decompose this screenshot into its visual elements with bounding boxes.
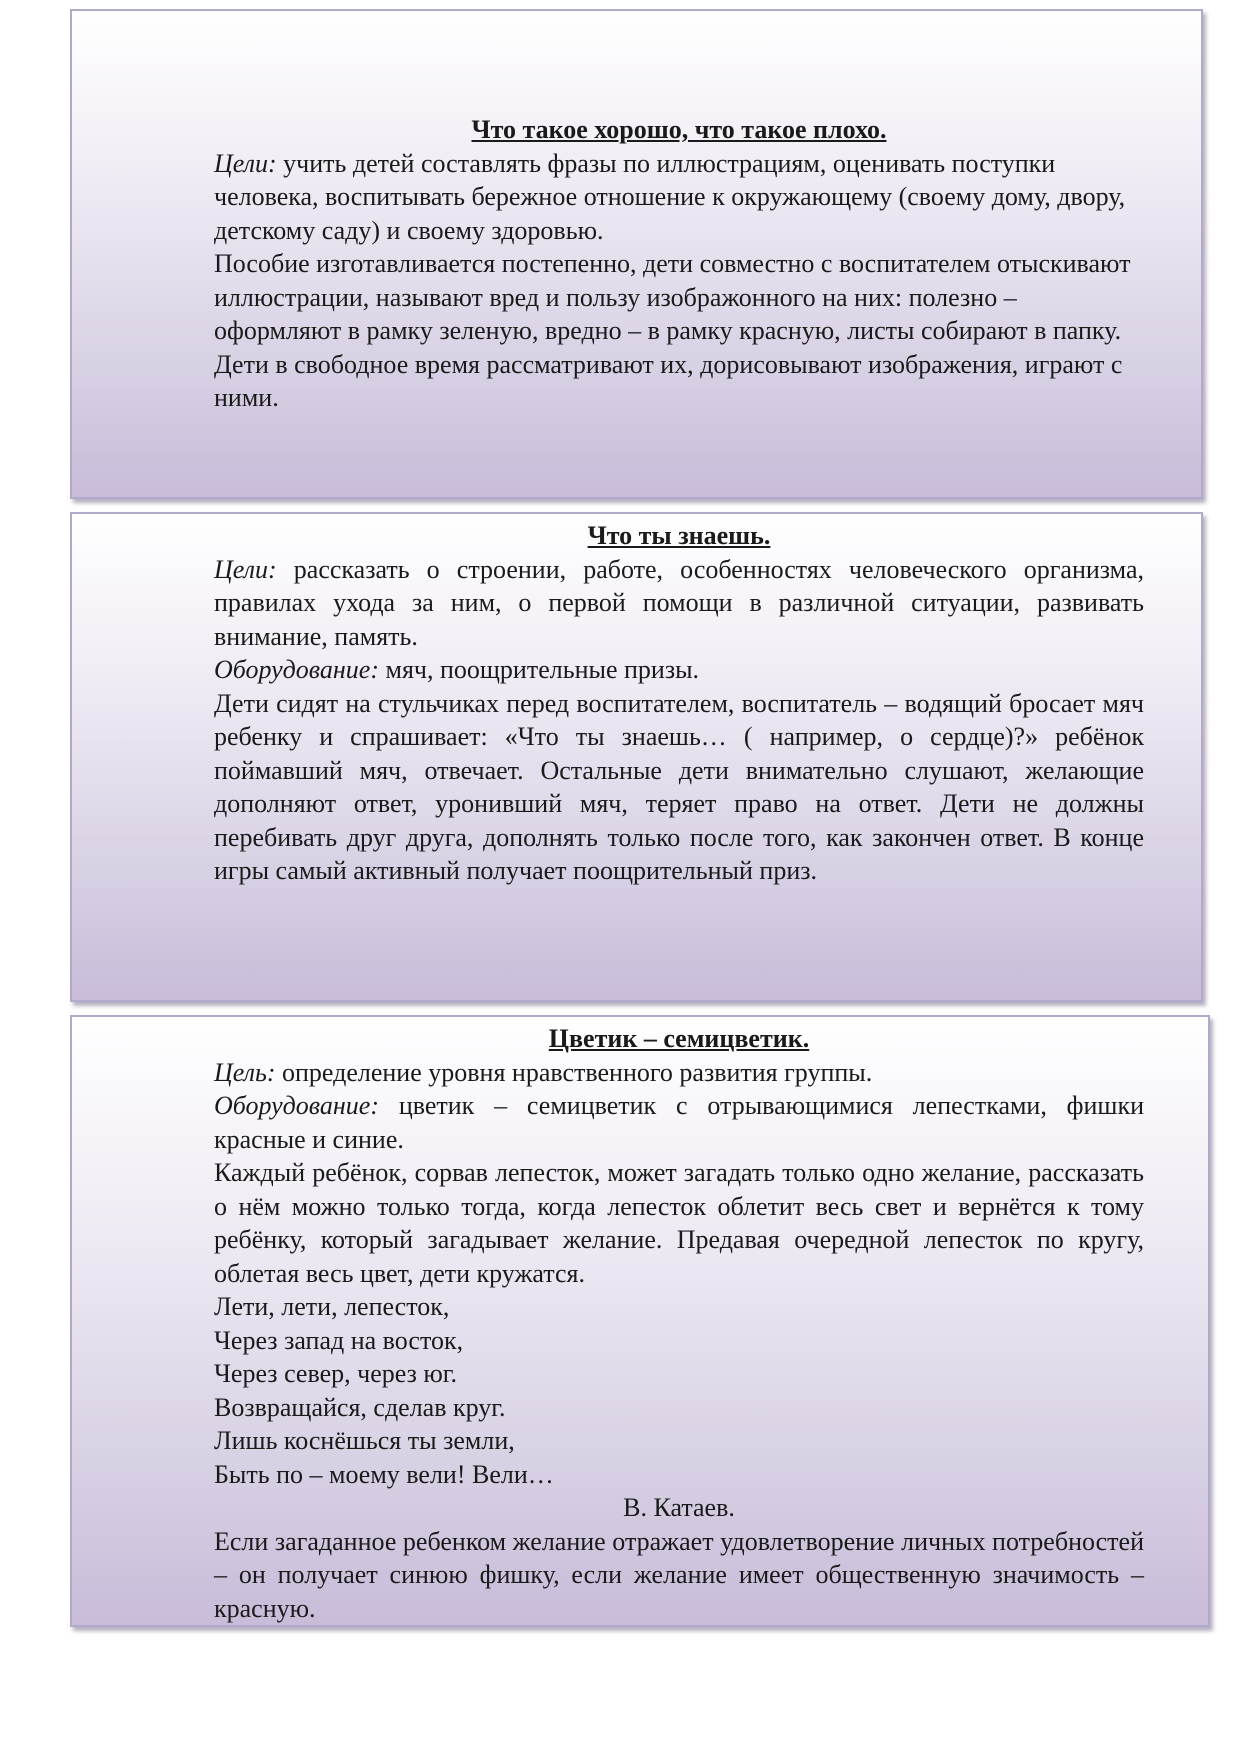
card-title: Цветик – семицветик.	[548, 1024, 810, 1053]
conclusion-paragraph: Если загаданное ребенком желание отражает удовлетворение личных потребностей – он получает синюю фишку, если желание имеет общественную значимость – красную.	[214, 1526, 1144, 1623]
goals-label: Цели:	[214, 554, 277, 584]
game-card-good-bad	[70, 9, 1203, 499]
description-paragraph: Каждый ребёнок, сорвав лепесток, может загадать только одно желание, рассказать о нём можно только тогда, когда лепесток облетит весь свет и вернётся к тому ребёнку, который загадывает желание. Предавая очередной лепесток по кругу, облетая весь цвет, дети кружатся.	[214, 1158, 1144, 1288]
card-content	[214, 113, 1144, 415]
goal-paragraph	[214, 1056, 1144, 1090]
poem-line: Через север, через юг.	[214, 1359, 458, 1388]
poem-line: Лети, лети, лепесток,	[214, 1292, 450, 1321]
equipment-paragraph	[214, 653, 1144, 687]
game-card-flower	[70, 1015, 1210, 1627]
goal-text: определение уровня нравственного развития группы.	[275, 1057, 873, 1087]
equipment-text: цветик – семицветик с отрывающимися лепестками, фишки красные и синие.	[214, 1091, 1144, 1154]
equipment-text: мяч, поощрительные призы.	[379, 655, 700, 684]
card-title: Что такое хорошо, что такое плохо.	[471, 115, 887, 144]
poem-line: Возвращайся, сделав круг.	[214, 1392, 506, 1422]
description-paragraph: Пособие изготавливается постепенно, дети совместно с воспитателем отыскивают иллюстрации, называют вред и пользу изображонного на них: полезно – оформляют в рамку зеленую, вредно – в рамку красную, листы собирают в папку. Дети в свободное время рассматривают их, дорисовывают изображения, играют с ними.	[214, 249, 1131, 412]
card-title: Что ты знаешь.	[587, 521, 771, 550]
goals-text: рассказать о строении, работе, особенностях человеческого организма, правилах ухода за ним, о первой помощи в различной ситуации, развивать внимание, память.	[214, 554, 1144, 651]
goals-label: Цели:	[214, 148, 277, 178]
poem-line: Через запад на восток,	[214, 1325, 464, 1355]
goals-paragraph	[214, 553, 1144, 654]
goals-paragraph	[214, 147, 1144, 248]
equipment-paragraph	[214, 1089, 1144, 1156]
poem-line: Лишь коснёшься ты земли,	[214, 1426, 515, 1455]
equipment-label: Оборудование:	[214, 655, 379, 684]
goals-text: учить детей составлять фразы по иллюстрациям, оценивать поступки человека, воспитывать бережное отношение к окружающему (своему дому, двору, детскому саду) и своему здоровью.	[214, 148, 1126, 245]
poem	[214, 1290, 1144, 1491]
poem-line: Быть по – моему вели! Вели…	[214, 1459, 554, 1489]
description-paragraph: Дети сидят на стульчиках перед воспитателем, воспитатель – водящий бросает мяч ребенку и спрашивает: «Что ты знаешь… ( например, о сердце)?» ребёнок поймавший мяч, отвечает. Остальные дети внимательно слушают, желающие дополняют ответ, уронивший мяч, теряет право на ответ. Дети не должны перебивать друг друга, дополнять только после того, как закончен ответ. В конце игры самый активный получает поощрительный приз.	[214, 688, 1144, 885]
equipment-label: Оборудование:	[214, 1091, 379, 1120]
goal-label: Цель:	[214, 1057, 276, 1087]
card-content	[214, 1022, 1144, 1625]
poem-author: В. Катаев.	[623, 1493, 735, 1522]
game-card-what-you-know	[70, 512, 1203, 1002]
card-content	[214, 519, 1144, 888]
